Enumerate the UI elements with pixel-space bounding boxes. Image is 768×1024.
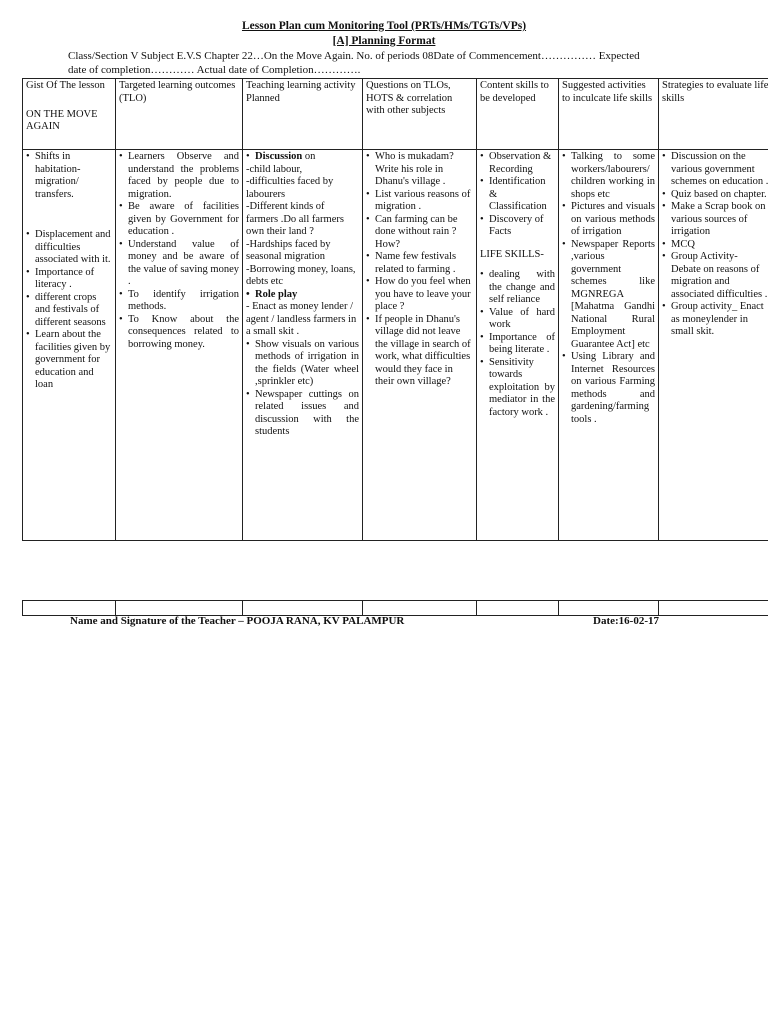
col-strategies-header: Strategies to evaluate life skills bbox=[659, 79, 768, 150]
meta-line-1: Class/Section V Subject E.V.S Chapter 22…On the Move Again. No. of periods 08Date of Commencement…………… Expected bbox=[68, 50, 640, 62]
life-skills-label: LIFE SKILLS- bbox=[480, 248, 544, 260]
meta-line-2: date of completion………… Actual date of Completion…………. bbox=[68, 64, 361, 76]
col-questions-header: Questions on TLOs, HOTS & correlation with other subjects bbox=[363, 79, 477, 150]
suggested-cell bbox=[559, 150, 659, 541]
monitoring-blank-row bbox=[22, 600, 768, 616]
list-item: • Who is mukadam? Write his role in Dhanu's village . bbox=[366, 151, 473, 189]
text-line: -difficulties faced by labourers bbox=[246, 176, 334, 200]
table-content-row bbox=[23, 150, 768, 541]
col-content-header: Content skills to be developed bbox=[477, 79, 559, 150]
list-item: • Show visuals on various methods of irrigation in the fields (Water wheel ,sprinkler etc) bbox=[246, 339, 359, 389]
col-gist-header: Gist Of The lesson ON THE MOVE AGAIN bbox=[23, 79, 116, 150]
list-item: • Talking to some workers/labourers/ children working in shops etc bbox=[562, 151, 655, 201]
blank-cell bbox=[116, 601, 243, 616]
document-subtitle: [A] Planning Format bbox=[332, 35, 436, 47]
list-item: • Pictures and visuals on various methods of irrigation bbox=[562, 201, 655, 239]
content-cell bbox=[477, 150, 559, 541]
text-line: -Different kinds of farmers .Do all farmers own their land ? bbox=[246, 201, 344, 237]
blank-cell bbox=[243, 601, 363, 616]
list-item: • Using Library and Internet Resources on various Farming methods and gardening/farming tools . bbox=[562, 351, 655, 426]
list-item: • Understand value of money and be aware of the value of saving money . bbox=[119, 239, 239, 289]
list-item: • To Know about the consequences related to borrowing money. bbox=[119, 314, 239, 352]
tlo-cell bbox=[116, 150, 243, 541]
list-item: • Shifts in habitation-migration/ transfers. bbox=[26, 151, 112, 201]
list-item: • dealing with the change and self reliance bbox=[480, 269, 555, 307]
blank-cell bbox=[659, 601, 768, 616]
list-item: • How do you feel when you have to leave your place ? bbox=[366, 276, 473, 314]
document-date: Date:16-02-17 bbox=[593, 615, 659, 627]
planning-table bbox=[22, 78, 768, 541]
list-item: • Discussion on the various government schemes on education . bbox=[662, 151, 768, 189]
list-item: • Importance of being literate . bbox=[480, 332, 555, 357]
list-item: • Newspaper Reports ,various government schemes like MGNREGA [Mahatma Gandhi National Rural Employment Guarantee Act] etc bbox=[562, 239, 655, 352]
table-header-row bbox=[23, 79, 768, 150]
list-item: • Quiz based on chapter. bbox=[662, 189, 768, 202]
footer bbox=[70, 615, 670, 627]
text-line: -Borrowing money, loans, debts etc bbox=[246, 263, 356, 287]
list-item: • To identify irrigation methods. bbox=[119, 289, 239, 314]
list-item: • Value of hard work bbox=[480, 307, 555, 332]
blank-cell bbox=[559, 601, 659, 616]
list-item: • Importance of literacy . bbox=[26, 267, 112, 292]
text-line: -child labour, bbox=[246, 163, 303, 175]
list-item: • Observation & Recording bbox=[480, 151, 555, 176]
lesson-meta bbox=[68, 49, 708, 77]
list-item: • List various reasons of migration . bbox=[366, 189, 473, 214]
teacher-signature: Name and Signature of the Teacher – POOJA RANA, KV PALAMPUR bbox=[70, 615, 405, 627]
list-item: • Make a Scrap book on various sources of irrigation bbox=[662, 201, 768, 239]
questions-cell bbox=[363, 150, 477, 541]
blank-cell bbox=[23, 601, 116, 616]
gist-chapter-title: ON THE MOVE AGAIN bbox=[26, 108, 98, 132]
list-item: • If people in Dhanu's village did not leave the village in search of work, what difficulties would they face in their own village? bbox=[366, 314, 473, 389]
list-item: • Sensitivity towards exploitation by mediator in the factory work . bbox=[480, 357, 555, 420]
list-item: • Newspaper cuttings on related issues and discussion with the students bbox=[246, 389, 359, 439]
text-line: - Enact as money lender / agent / landless farmers in a small skit . bbox=[246, 301, 357, 337]
list-item: • Be aware of facilities given by Government for education . bbox=[119, 201, 239, 239]
col-tlo-header: Targeted learning outcomes (TLO) bbox=[116, 79, 243, 150]
list-item: • MCQ bbox=[662, 239, 768, 252]
col-teaching-header: Teaching learning activity Planned bbox=[243, 79, 363, 150]
list-item: • Can farming can be done without rain ? How? bbox=[366, 214, 473, 252]
list-item: • Group activity_ Enact as moneylender in small skit. bbox=[662, 301, 768, 339]
blank-cell bbox=[477, 601, 559, 616]
list-item: • different crops and festivals of different seasons bbox=[26, 292, 112, 330]
gist-cell bbox=[23, 150, 116, 541]
list-item: • Learn about the facilities given by government for education and loan bbox=[26, 329, 112, 392]
list-item: • Discussion on bbox=[246, 151, 359, 164]
list-item: • Learners Observe and understand the problems faced by people due to migration. bbox=[119, 151, 239, 201]
table-row bbox=[23, 601, 768, 616]
teaching-cell bbox=[243, 150, 363, 541]
list-item: • Identification & Classification bbox=[480, 176, 555, 214]
list-item: • Discovery of Facts bbox=[480, 214, 555, 239]
document-title: Lesson Plan cum Monitoring Tool (PRTs/HMs/TGTs/VPs) bbox=[241, 20, 527, 32]
strategies-cell bbox=[659, 150, 768, 541]
text-line: -Hardships faced by seasonal migration bbox=[246, 238, 331, 262]
blank-cell bbox=[363, 601, 477, 616]
col-suggested-header: Suggested activities to inculcate life skills bbox=[559, 79, 659, 150]
list-item: • Displacement and difficulties associated with it. bbox=[26, 229, 112, 267]
list-item: • Group Activity- Debate on reasons of migration and associated difficulties . bbox=[662, 251, 768, 301]
list-item: • Role play bbox=[246, 289, 359, 302]
list-item: • Name few festivals related to farming . bbox=[366, 251, 473, 276]
